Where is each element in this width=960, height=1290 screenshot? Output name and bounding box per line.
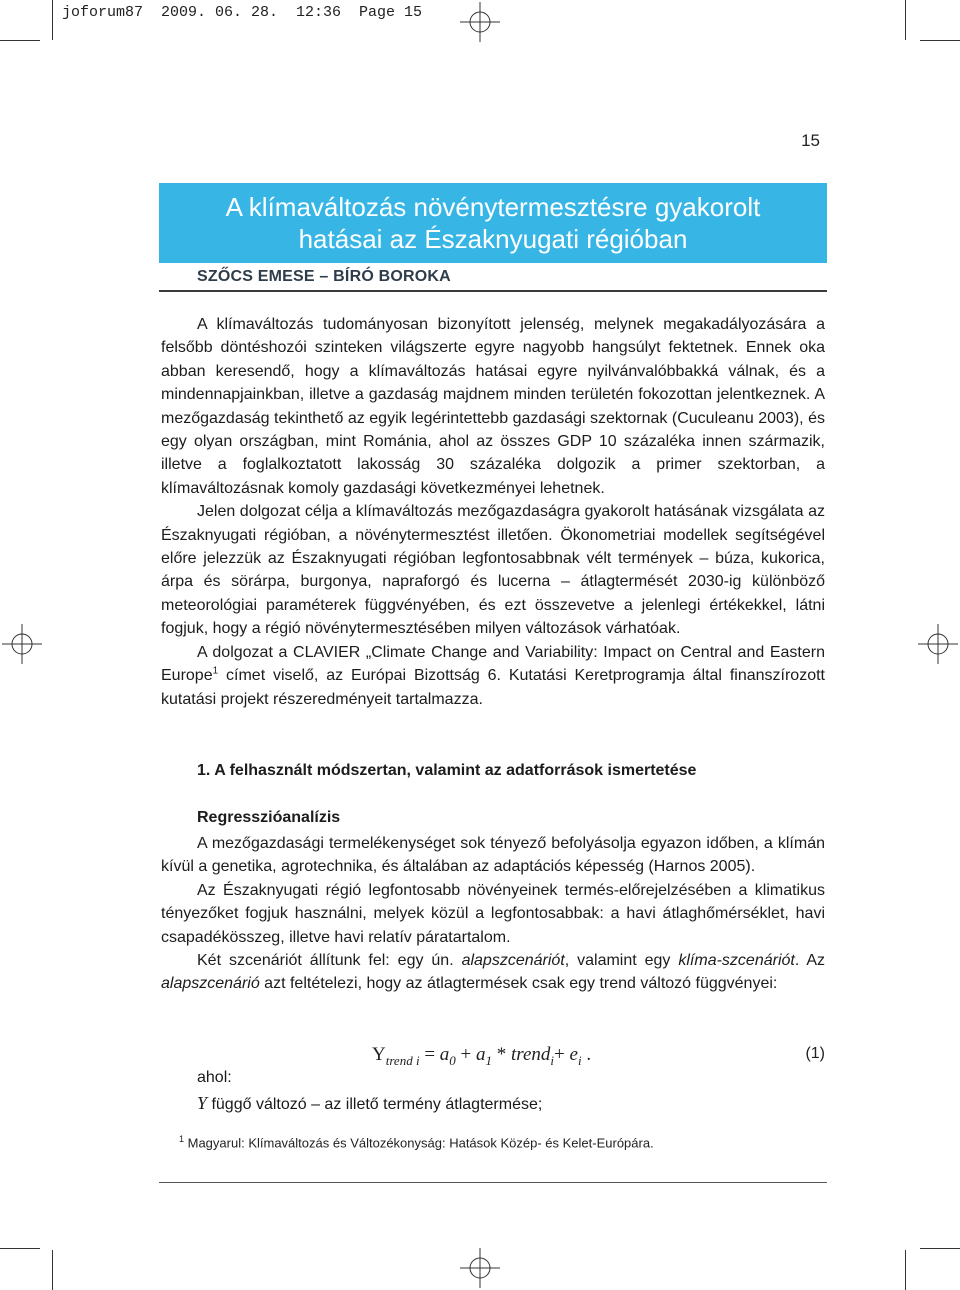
eq-symbol: =	[419, 1044, 440, 1065]
footnote-ref: 1	[212, 665, 219, 677]
title-line-1: A klímaváltozás növénytermesztésre gyakorolt	[225, 192, 761, 222]
paragraph-text: címet viselő, az Európai Bizottság 6. Kutatási Keretprogramja által finanszírozott kutatási projekt részeredményeit tartalmazza.	[161, 667, 825, 708]
bottom-rule	[159, 1182, 827, 1183]
eq-symbol: trend	[511, 1044, 551, 1065]
registration-mark-top	[460, 2, 500, 42]
eq-subscript: i	[577, 1052, 582, 1068]
paragraph: A klímaváltozás tudományosan bizonyított jelenség, melynek megakadályozására a felsőbb döntéshozói szinteken világszerte egyre nagyobb hangsúlyt fektetnek. Ennek oka abban keresendő, hogy a klímaváltozás hatásai egyre nyilvánvalóbbakká válnak, és a mindennapjainkban, illetve a gazdaság majdnem minden területén fokozottan jelentkeznek. A mezőgazdaság tekinthető az egyik legérintettebb gazdasági szektornak (Cuculeanu 2003), és egy olyan országban, mint Románia, ahol az összes GDP 10 százaléka innen származik, illetve a foglalkoztatott lakosság 30 százaléka dolgozik a primer szektorban, a klímaváltozásnak komoly gazdasági következményei lehetnek.	[161, 316, 825, 497]
eq-subscript: 1	[485, 1052, 492, 1068]
eq-subscript: 0	[449, 1052, 456, 1068]
footnote-marker: 1	[179, 1134, 185, 1144]
eq-symbol: Y	[372, 1044, 386, 1065]
registration-mark-right	[918, 624, 958, 664]
paragraph: Jelen dolgozat célja a klímaváltozás mezőgazdaságra gyakorolt hatásának vizsgálata az Északnyugati régióban, a növénytermesztést illetően. Ökonometriai modellek segítségével előre jelezzük az Északnyugati régióban legfontosabbnak vélt termények – búza, kukorica, árpa és sörárpa, burgonya, napraforgó és lucerna – átlagtermését 2030-ig különböző meteorológiai paraméterek függvényében, és ezt összevetve a jelenlegi értékekkel, látni fogjuk, hogy a régió növénytermesztésében milyen változások várhatóak.	[161, 503, 825, 638]
footnote-text: Magyarul: Klímaváltozás és Változékonyság: Hatások Közép- és Kelet-Európára.	[184, 1135, 654, 1151]
eq-symbol: .	[581, 1044, 592, 1065]
text-run: , valamint egy	[564, 952, 679, 970]
paragraph	[161, 949, 825, 996]
text-run: . Az	[794, 952, 826, 970]
text-run: azt feltételezi, hogy az átlagtermések csak egy trend változó függvényei:	[259, 975, 778, 993]
registration-mark-bottom	[460, 1248, 500, 1288]
article-title	[159, 191, 827, 255]
page-number: 15	[801, 131, 820, 150]
eq-subscript: trend i	[385, 1052, 420, 1068]
eq-symbol: a	[476, 1044, 486, 1065]
method-text	[161, 832, 825, 996]
paragraph: A mezőgazdasági termelékenységet sok tényező befolyásolja egyazon időben, a klímán kívül a genetika, agrotechnika, és általában az adaptációs képesség (Harnos 2005).	[161, 835, 825, 876]
eq-subscript: i	[550, 1052, 555, 1068]
eq-symbol: a	[439, 1044, 450, 1065]
footnote	[179, 1134, 654, 1150]
registration-mark-left	[2, 624, 42, 664]
subheading: Regresszióanalízis	[197, 809, 341, 826]
variable-definition	[197, 1093, 542, 1114]
eq-symbol: *	[492, 1044, 511, 1065]
equation-number: (1)	[805, 1045, 825, 1062]
variable-symbol: Y	[197, 1093, 208, 1113]
variable-description: függő változó – az illető termény átlagtermése;	[207, 1096, 543, 1113]
text-run-italic: klíma-szcenáriót	[678, 952, 795, 970]
authors: SZŐCS EMESE – BÍRÓ BOROKA	[197, 268, 451, 285]
eq-symbol: +	[455, 1044, 476, 1065]
intro-text	[161, 313, 825, 711]
paragraph	[161, 641, 825, 711]
paragraph-text: A dolgozat a CLAVIER „Climate Change and Variability: Impact on Central and Eastern Europe	[161, 643, 825, 685]
text-run-italic: alapszcenáriót	[461, 952, 565, 970]
eq-symbol: +	[554, 1044, 570, 1065]
section-heading: 1. A felhasznált módszertan, valamint az adatforrások ismertetése	[197, 762, 697, 779]
title-line-2: hatásai az Északnyugati régióban	[298, 224, 688, 254]
text-run-italic: alapszcenárió	[161, 975, 260, 993]
title-rule	[159, 290, 827, 292]
print-slug: joforum87 2009. 06. 28. 12:36 Page 15	[62, 4, 423, 21]
eq-symbol: e	[569, 1044, 578, 1065]
text-run: Két szcenáriót állítunk fel: egy ún.	[197, 952, 462, 970]
paragraph: Az Északnyugati régió legfontosabb növényeinek termés-előrejelzésében a klimatikus tényezőket fogjuk használni, melyek közül a legfontosabbak: a havi átlaghőmérséklet, havi csapadékösszeg, illetve havi relatív páratartalom.	[161, 881, 825, 946]
equation	[372, 1044, 591, 1069]
where-label: ahol:	[197, 1069, 232, 1086]
